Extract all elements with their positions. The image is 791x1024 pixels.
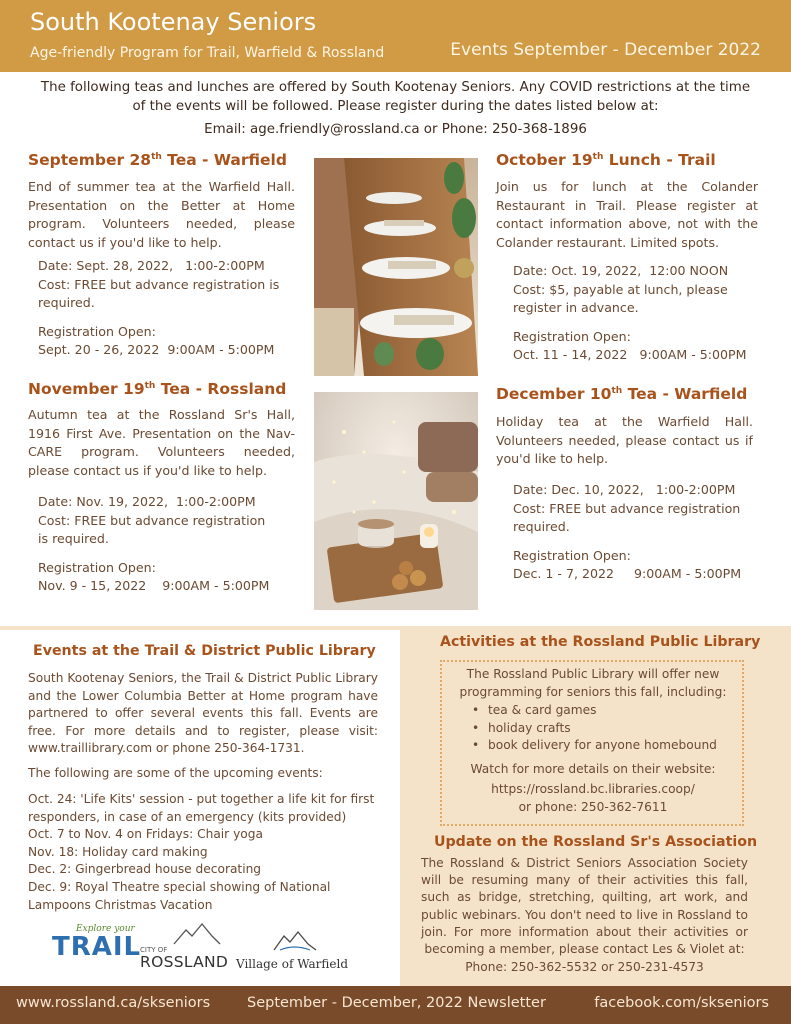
event-title-september: September 28th Tea - Warfield (28, 151, 287, 169)
tea-cookies-image (314, 392, 478, 610)
event-date: Date: Dec. 10, 2022, 1:00-2:00PM (513, 482, 736, 497)
warfield-mountain-icon (272, 930, 318, 952)
trail-logo: TRAIL (52, 932, 142, 962)
event-cost-cont: required. (38, 295, 95, 311)
footer-facebook-link[interactable]: facebook.com/skseniors (594, 995, 769, 1011)
org-name: South Kootenay Seniors (30, 8, 317, 36)
event-description-october: Join us for lunch at the Colander Restaurant in Trail. Please register at contact information above, not with the Colander restaurant. Limited spots. (496, 179, 758, 250)
registration-label: Registration Open: (513, 328, 631, 344)
tea-cookies-photo (314, 392, 478, 610)
rossland-library-bullets (468, 702, 738, 755)
rossland-assoc-phone: Phone: 250-362-5532 or 250-231-4573 (465, 960, 704, 974)
event-date: Date: Oct. 19, 2022, 12:00 NOON (513, 263, 729, 278)
event-details-october (513, 262, 763, 365)
event-cost: Cost: $5, payable at lunch, please (513, 281, 728, 297)
event-cost: Cost: FREE but advance registration (513, 500, 741, 516)
event-description-december: Holiday tea at the Warfield Hall. Volunteers needed, please contact us if you'd like to help. (496, 414, 753, 467)
trail-logo-script: Explore your (76, 924, 135, 934)
rossland-logo-small: CITY OF (140, 946, 168, 954)
event-cost-cont: is required. (38, 531, 109, 547)
trail-library-intro: South Kootenay Seniors, the Trail & District Public Library and the Lower Columbia Better at Home program have partnered to offer several events this fall. Events are free. For more details and to register, please visit: www.traillibrary.com or phone 250-364-1731. (28, 671, 378, 756)
event-title-october: October 19th Lunch - Trail (496, 151, 716, 169)
table-setting-image (314, 158, 478, 376)
trail-library-upcoming-label: The following are some of the upcoming events: (28, 766, 323, 780)
event-cost-cont: register in advance. (513, 300, 639, 316)
event-description-september: End of summer tea at the Warfield Hall. Presentation on the Better at Home program. Volunteers needed, please contact us if you'd like to help. (28, 179, 295, 250)
event-cost-cont: required. (513, 519, 570, 535)
event-details-november (38, 493, 298, 596)
event-cost: Cost: FREE but advance registration is (38, 276, 280, 292)
event-title-november: November 19th Tea - Rossland (28, 380, 287, 398)
list-item: Nov. 18: Holiday card making (28, 844, 208, 859)
page-header (0, 0, 791, 72)
rossland-library-phone: or phone: 250-362-7611 (518, 800, 668, 814)
event-description-november: Autumn tea at the Rossland Sr's Hall, 1916 First Ave. Presentation on the Nav-CARE program. Volunteers needed, please contact us if you'd like to help. (28, 407, 295, 478)
org-subtitle: Age-friendly Program for Trail, Warfield & Rossland (30, 45, 385, 61)
registration-dates: Nov. 9 - 15, 2022 9:00AM - 5:00PM (38, 578, 270, 594)
list-item: • tea & card games (468, 702, 738, 720)
event-details-september (38, 257, 298, 360)
rossland-library-website: https://rossland.bc.libraries.coop/ (491, 782, 695, 796)
rossland-assoc-title: Update on the Rossland Sr's Association (434, 834, 758, 850)
rossland-library-watch: Watch for more details on their website: (470, 762, 716, 776)
contact-line: Email: age.friendly@rossland.ca or Phone: 250-368-1896 (204, 122, 587, 137)
registration-label: Registration Open: (38, 323, 156, 339)
event-date: Date: Sept. 28, 2022, 1:00-2:00PM (38, 258, 265, 273)
events-range: Events September - December 2022 (450, 40, 761, 60)
partner-logos (50, 922, 370, 980)
trail-library-event-list (28, 791, 383, 914)
rossland-library-title: Activities at the Rossland Public Library (440, 634, 761, 650)
registration-dates: Oct. 11 - 14, 2022 9:00AM - 5:00PM (513, 347, 747, 363)
registration-label: Registration Open: (38, 559, 156, 575)
warfield-logo: Village of Warfield (236, 957, 349, 971)
footer-newsletter: September - December, 2022 Newsletter (247, 995, 546, 1011)
event-details-december (513, 481, 763, 584)
list-item: Dec. 9: Royal Theatre special showing of National Lampoons Christmas Vacation (28, 879, 331, 912)
list-item: Dec. 2: Gingerbread house decorating (28, 862, 262, 877)
registration-dates: Sept. 20 - 26, 2022 9:00AM - 5:00PM (38, 342, 275, 358)
rossland-mountain-icon (172, 922, 222, 946)
event-date: Date: Nov. 19, 2022, 1:00-2:00PM (38, 494, 256, 509)
rossland-assoc-text: The Rossland & District Seniors Association Society will be resuming many of their activities this fall, such as bridge, stretching, quilting, art work, and public webinars. You don't need to live in Rossland to join. For more information about their activities or becoming a member, please contact Les & Violet at: (421, 856, 748, 957)
rossland-library-intro: The Rossland Public Library will offer new programming for seniors this fall, including: (459, 667, 727, 699)
footer-website-link[interactable]: www.rossland.ca/skseniors (16, 995, 211, 1011)
trail-library-title: Events at the Trail & District Public Library (33, 643, 376, 659)
page-footer (0, 986, 791, 1024)
registration-dates: Dec. 1 - 7, 2022 9:00AM - 5:00PM (513, 566, 742, 582)
list-item: • book delivery for anyone homebound (468, 737, 738, 755)
table-setting-photo (314, 158, 478, 376)
rossland-logo: ROSSLAND (140, 953, 229, 971)
event-cost: Cost: FREE but advance registration (38, 512, 266, 528)
list-item: • holiday crafts (468, 720, 738, 738)
list-item: Oct. 7 to Nov. 4 on Fridays: Chair yoga (28, 827, 263, 842)
list-item: Oct. 24: 'Life Kits' session - put together a life kit for first responders, in case of an emergency (kits provided) (28, 792, 375, 824)
event-title-december: December 10th Tea - Warfield (496, 385, 748, 403)
intro-text: The following teas and lunches are offered by South Kootenay Seniors. Any COVID restrictions at the time of the events will be followed. Please register during the dates listed below at: (40, 80, 751, 114)
registration-label: Registration Open: (513, 547, 631, 563)
